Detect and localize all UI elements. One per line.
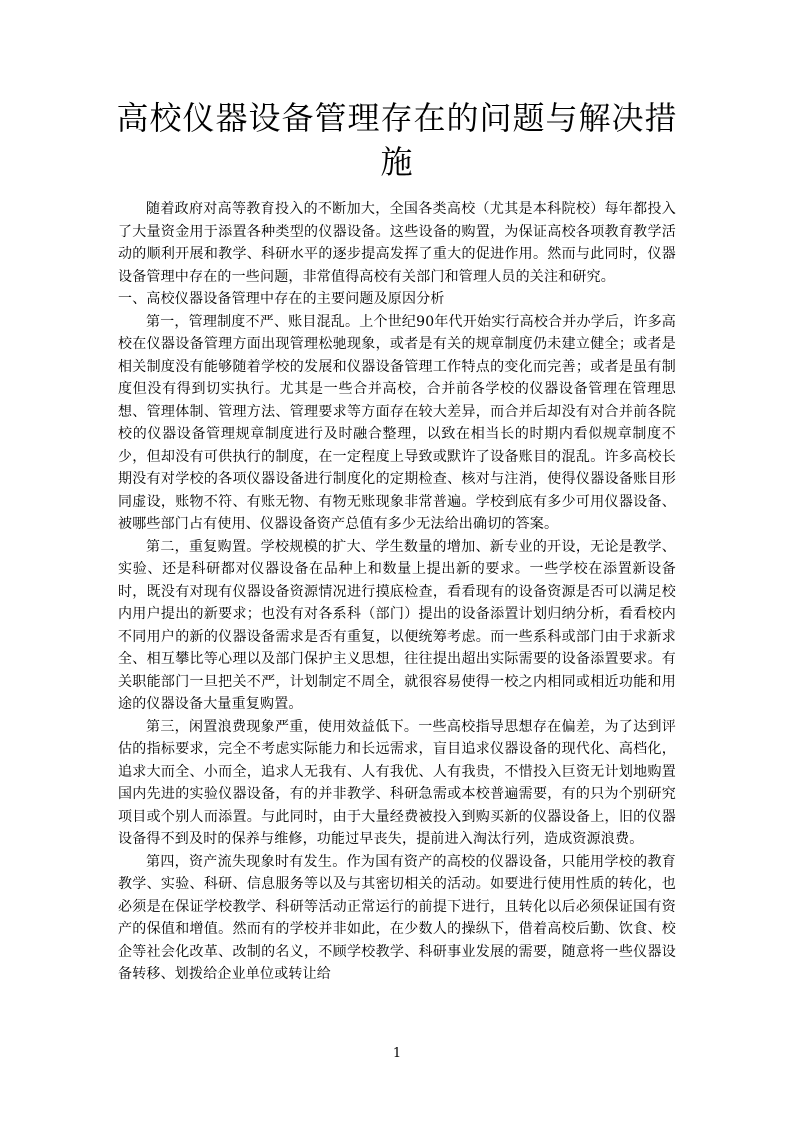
paragraph-fourth-issue: 第四，资产流失现象时有发生。作为国有资产的高校的仪器设备，只能用学校的教育教学、实验、科研、信息服务等以及与其密切相关的活动。如要进行使用性质的转化，也必须是在保证学校教学、科研等活动正常运行的前提下进行，且转化以后必须保证国有资产的保值和增值。然而有的学校并非如此，在少数人的操纵下，借着高校后勤、饮食、校企等社会化改革、改制的名义，不顾学校教学、科研事业发展的需要，随意将一些仪器设备转移、划拨给企业单位或转让给: [118, 853, 676, 982]
page-number: 1: [392, 1046, 402, 1061]
intro-paragraph: 随着政府对高等教育投入的不断加大，全国各类高校（尤其是本科院校）每年都投入了大量资金用于添置各种类型的仪器设备。这些设备的购置，为保证高校各项教育教学活动的顺利开展和教学、科研水平的逐步提高发挥了重大的促进作用。然而与此同时，仪器设备管理中存在的一些问题，非常值得高校有关部门和管理人员的关注和研究。: [118, 201, 676, 285]
section-heading: 一、高校仪器设备管理中存在的主要问题及原因分析: [118, 291, 445, 307]
document-title: 高校仪器设备管理存在的问题与解决措施: [116, 99, 678, 181]
document-body: [118, 198, 676, 986]
paragraph-second-issue: 第二，重复购置。学校规模的扩大、学生数量的增加、新专业的开设，无论是教学、实验、还是科研都对仪器设备在品种上和数量上提出新的要求。一些学校在添置新设备时，既没有对现有仪器设备资源情况进行摸底检查，看看现有的设备资源是否可以满足校内用户提出的新要求；也没有对各系科（部门）提出的设备添置计划归纳分析，看看校内不同用户的新的仪器设备需求是否有重复，以便统筹考虑。而一些系科或部门由于求新求全、相互攀比等心理以及部门保护主义思想，往往提出超出实际需要的设备添置要求。有关职能部门一旦把关不严，计划制定不周全，就很容易使得一校之内相同或相近功能和用途的仪器设备大量重复购置。: [118, 538, 676, 712]
paragraph-third-issue: 第三，闲置浪费现象严重，使用效益低下。一些高校指导思想存在偏差，为了达到评估的指标要求，完全不考虑实际能力和长远需求，盲目追求仪器设备的现代化、高档化，追求大而全、小而全，追求人无我有、人有我优、人有我贵，不惜投入巨资无计划地购置国内先进的实验仪器设备，有的并非教学、科研急需或本校普遍需要，有的只为个别研究项目或个别人而添置。与此同时，由于大量经费被投入到购买新的仪器设备上，旧的仪器设备得不到及时的保养与维修，功能过早丧失，提前进入淘汰行列，造成资源浪费。: [118, 718, 676, 847]
paragraph-first-issue: 第一，管理制度不严、账目混乱。上个世纪90年代开始实行高校合并办学后，许多高校在仪器设备管理方面出现管理松驰现象，或者是有关的规章制度仍未建立健全；或者是相关制度没有能够随着学校的发展和仪器设备管理工作特点的变化而完善；或者是虽有制度但没有得到切实执行。尤其是一些合并高校，合并前各学校的仪器设备管理在管理思想、管理体制、管理方法、管理要求等方面存在较大差异，而合并后却没有对合并前各院校的仪器设备管理规章制度进行及时融合整理，以致在相当长的时期内看似规章制度不少，但却没有可供执行的制度，在一定程度上导致或默许了设备账目的混乱。许多高校长期没有对学校的各项仪器设备进行制度化的定期检查、核对与注消，使得仪器设备账目形同虚设，账物不符、有账无物、有物无账现象非常普遍。学校到底有多少可用仪器设备、被哪些部门占有使用、仪器设备资产总值有多少无法给出确切的答案。: [118, 313, 676, 532]
